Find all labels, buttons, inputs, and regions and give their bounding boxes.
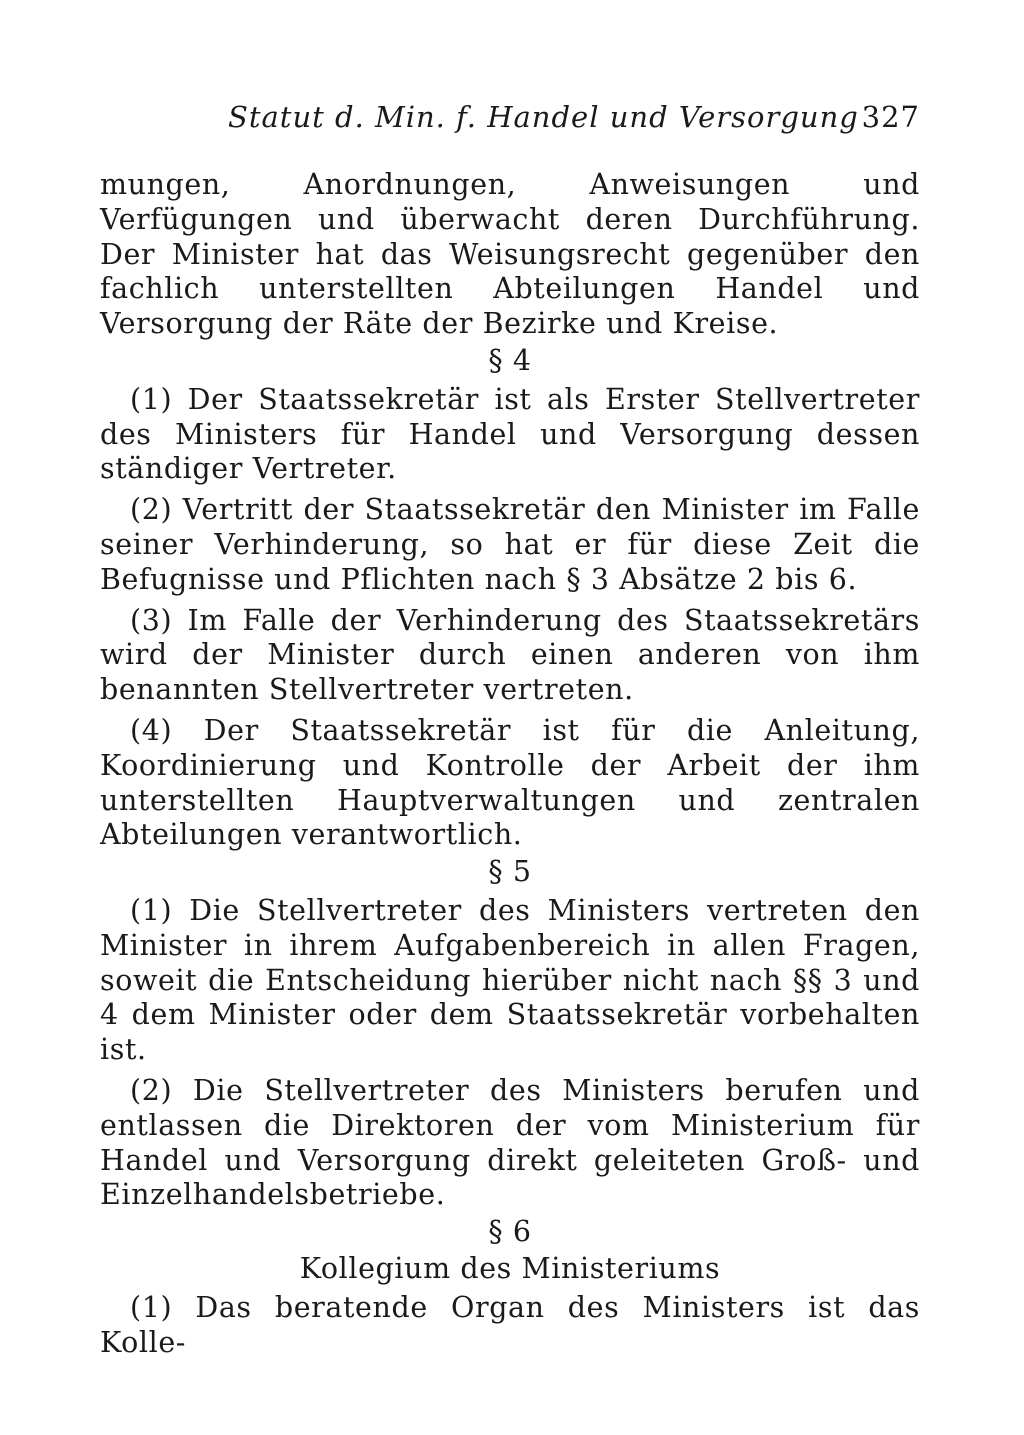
section-5-paragraph-2: (2) Die Stellvertreter des Ministers berufen und entlassen die Direktoren der vom Ministerium für Handel und Versorgung direkt geleiteten Groß- und Einzelhandelsbetriebe.	[100, 1073, 920, 1212]
document-page	[100, 0, 920, 1435]
section-4-paragraph-1: (1) Der Staatssekretär ist als Erster Stellvertreter des Ministers für Handel und Versorgung dessen ständiger Vertreter.	[100, 382, 920, 486]
running-title: Statut d. Min. f. Handel und Versorgung	[228, 100, 859, 134]
section-6-heading: § 6	[488, 1215, 532, 1249]
body-text	[100, 168, 920, 1360]
section-4-heading: § 4	[488, 343, 532, 377]
section-6-title: Kollegium des Ministeriums	[299, 1251, 721, 1285]
section-5-paragraph-1: (1) Die Stellvertreter des Ministers vertreten den Minister in ihrem Aufgabenbereich in allen Fragen, soweit die Entscheidung hierüber nicht nach §§ 3 und 4 dem Minister oder dem Staatssekretär vorbehalten ist.	[100, 893, 920, 1067]
continuation-paragraph: mungen, Anordnungen, Anweisungen und Verfügungen und überwacht deren Durchführung. Der Minister hat das Weisungsrecht gegenüber den fachlich unterstellten Abteilungen Handel und Versorgung der Räte der Bezirke und Kreise.	[100, 168, 920, 341]
section-5-heading: § 5	[488, 855, 532, 889]
section-4-paragraph-3: (3) Im Falle der Verhinderung des Staatssekretärs wird der Minister durch einen anderen von ihm benannten Stellvertreter vertreten.	[100, 603, 920, 707]
page-number: 327	[861, 100, 920, 134]
section-4-paragraph-2: (2) Vertritt der Staatssekretär den Minister im Falle seiner Verhinderung, so hat er für diese Zeit die Befugnisse und Pflichten nach § 3 Absätze 2 bis 6.	[100, 493, 920, 596]
section-6-paragraph-1: (1) Das beratende Organ des Ministers ist das Kolle-	[100, 1290, 920, 1359]
section-4-paragraph-4: (4) Der Staatssekretär ist für die Anleitung, Koordinierung und Kontrolle der Arbeit der ihm unterstellten Hauptverwaltungen und zentralen Abteilungen verantwortlich.	[100, 713, 920, 852]
